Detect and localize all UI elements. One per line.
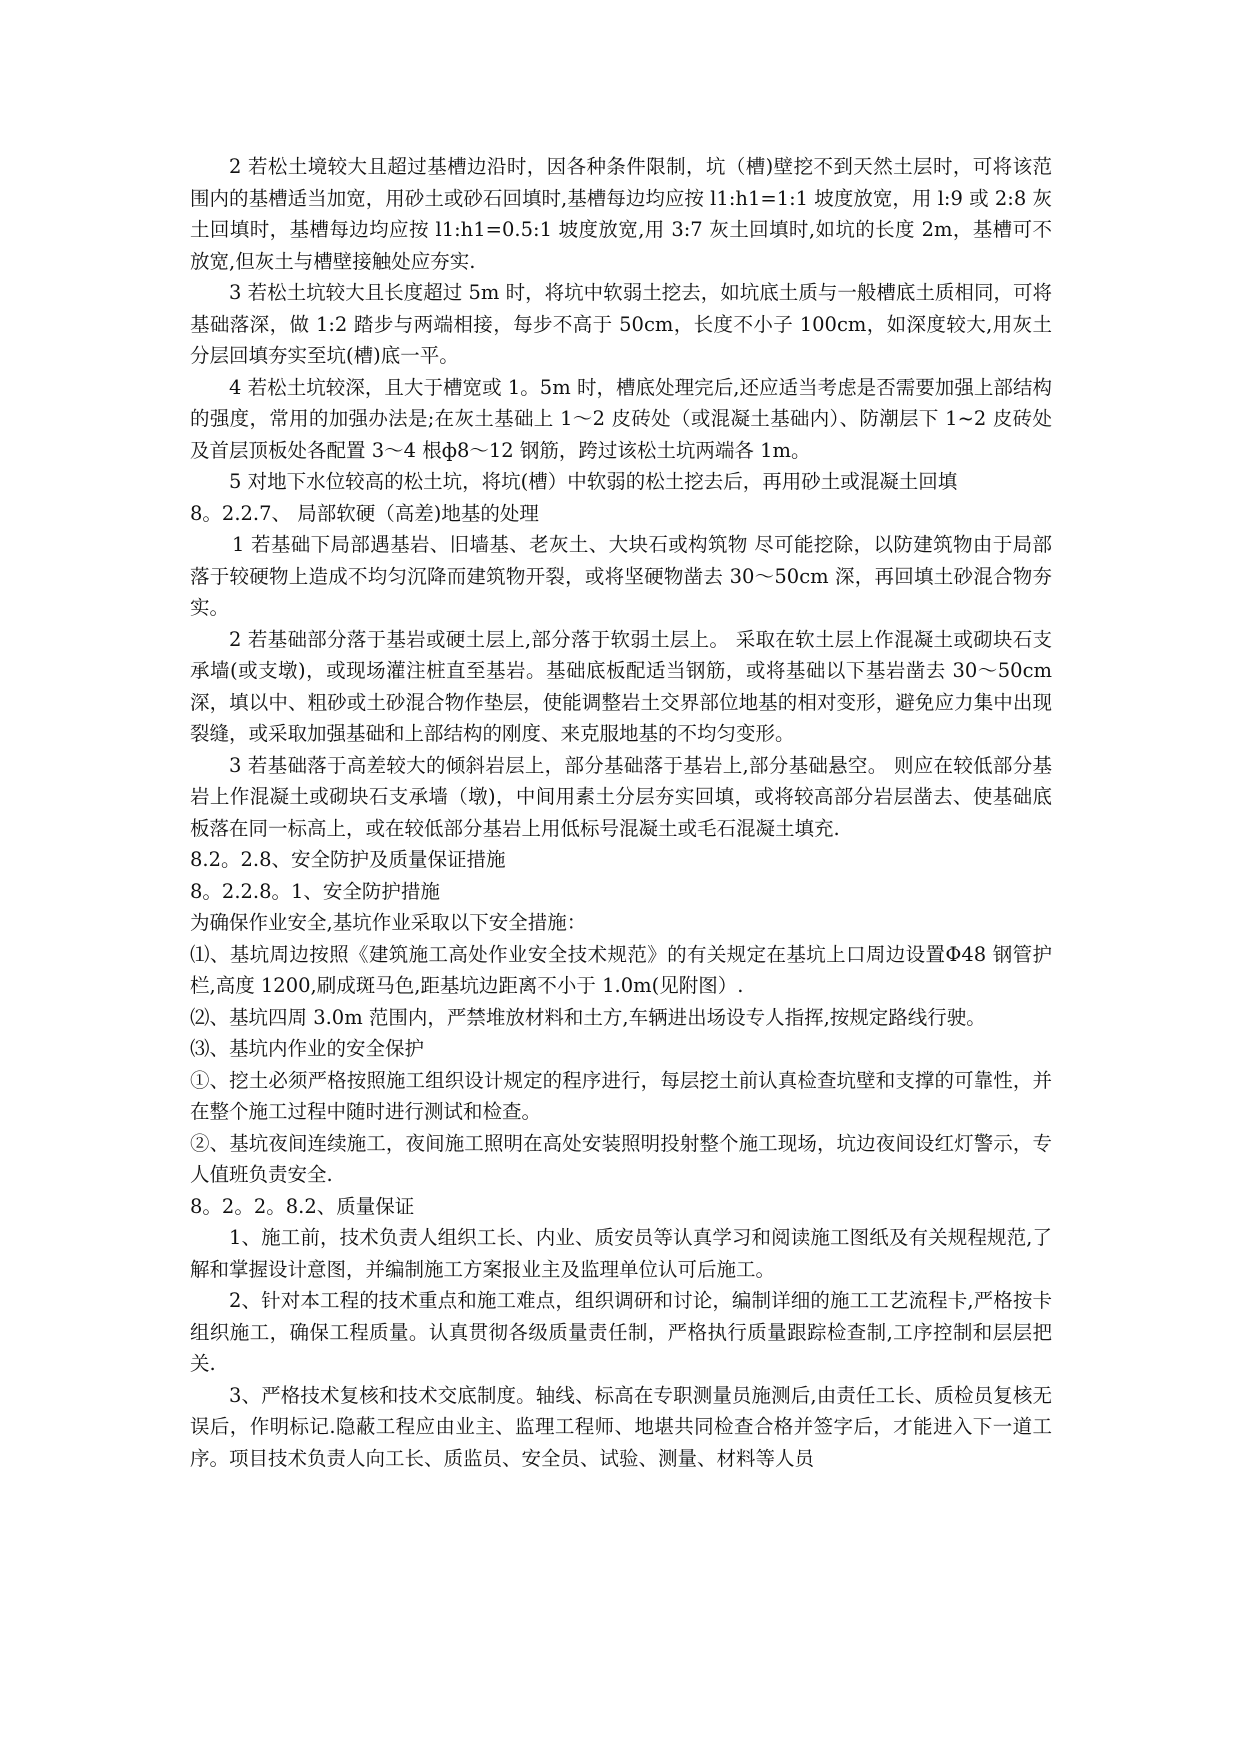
paragraph-safety-intro: 为确保作业安全,基坑作业采取以下安全措施： bbox=[190, 911, 587, 934]
section-heading-8-2-2-8-1: 8。2.2.8。1、安全防护措施 bbox=[190, 879, 440, 903]
paragraph-local-hard-1: 1 若基础下局部遇基岩、旧墙基、老灰土、大块石或构筑物 尽可能挖除，以防建筑物由于局部落于较硬物上造成不均匀沉降而建筑物开裂，或将坚硬物凿去 30～50cm 深，再回填土砂混合物夯实。 bbox=[190, 533, 1052, 619]
list-item-safety-2: ⑵、基坑四周 3.0m 范围内，严禁堆放材料和土方,车辆进出场设专人指挥,按规定路线行驶。 bbox=[190, 1005, 986, 1029]
paragraph-local-hard-2: 2 若基础部分落于基岩或硬土层上,部分落于软弱土层上。 采取在软土层上作混凝土或砌块石支承墙(或支墩)，或现场灌注桩直至基岩。基础底板配适当钢筋，或将基础以下基岩凿去 30～50cm 深，填以中、粗砂或土砂混合物作垫层，使能调整岩土交界部位地基的相对变形，避免应力集中出现裂缝，或采取加强基础和上部结构的刚度、来克服地基的不均匀变形。 bbox=[190, 627, 1052, 745]
list-item-safety-1: ⑴、基坑周边按照《建筑施工高处作业安全技术规范》的有关规定在基坑上口周边设置Φ48 钢管护栏,高度 1200,刷成斑马色,距基坑边距离不小于 1.0m(见附图）. bbox=[190, 942, 1052, 997]
paragraph-quality-1: 1、施工前，技术负责人组织工长、内业、质安员等认真学习和阅读施工图纸及有关规程规范,了解和掌握设计意图，并编制施工方案报业主及监理单位认可后施工。 bbox=[190, 1226, 1052, 1281]
section-heading-8-2-2-8: 8.2。2.8、安全防护及质量保证措施 bbox=[190, 848, 506, 871]
paragraph-quality-3: 3、严格技术复核和技术交底制度。轴线、标高在专职测量员施测后,由责任工长、质检员复核无误后，作明标记.隐蔽工程应由业主、监理工程师、地堪共同检查合格并签字后，才能进入下一道工序。项目技术负责人向工长、质监员、安全员、试验、测量、材料等人员 bbox=[190, 1383, 1052, 1470]
section-heading-8-2-2-8-2: 8。2。2。8.2、质量保证 bbox=[190, 1194, 415, 1218]
paragraph-loose-soil-4: 4 若松土坑较深，且大于槽宽或 1。5m 时，槽底处理完后,还应适当考虑是否需要加强上部结构的强度，常用的加强办法是;在灰土基础上 1～2 皮砖处（或混凝土基础内）、防潮层下 1~2 皮砖处及首层顶板处各配置 3～4 根ф8～12 钢筋，跨过该松土坑两端各 1m。 bbox=[190, 375, 1052, 462]
section-heading-8-2-2-7: 8。2.2.7、 局部软硬（高差)地基的处理 bbox=[190, 501, 539, 525]
paragraph-loose-soil-5: 5 对地下水位较高的松土坑，将坑(槽）中软弱的松土挖去后，再用砂土或混凝土回填 bbox=[229, 470, 958, 493]
list-item-safety-3: ⑶、基坑内作业的安全保护 bbox=[190, 1037, 425, 1060]
list-item-safety-3-a: ①、挖土必须严格按照施工组织设计规定的程序进行，每层挖土前认真检查坑壁和支撑的可靠性，并在整个施工过程中随时进行测试和检查。 bbox=[190, 1068, 1052, 1123]
paragraph-loose-soil-3: 3 若松土坑较大且长度超过 5m 时，将坑中软弱土挖去，如坑底土质与一般槽底土质相同，可将基础落深，做 1:2 踏步与两端相接，每步不高于 50cm，长度不小子 100cm，如深度较大,用灰土分层回填夯实至坑(槽)底一平。 bbox=[190, 281, 1052, 367]
paragraph-local-hard-3: 3 若基础落于高差较大的倾斜岩层上，部分基础落于基岩上,部分基础悬空。 则应在较低部分基岩上作混凝土或砌块石支承墙（墩)，中间用素土分层夯实回填，或将较高部分岩层凿去、使基础底板落在同一标高上，或在较低部分基岩上用低标号混凝土或毛石混凝土填充. bbox=[190, 753, 1052, 840]
paragraph-quality-2: 2、针对本工程的技术重点和施工难点，组织调研和讨论，编制详细的施工工艺流程卡,严格按卡组织施工，确保工程质量。认真贯彻各级质量责任制，严格执行质量跟踪检查制,工序控制和层层把关. bbox=[190, 1289, 1052, 1375]
document-body bbox=[190, 151, 1052, 1474]
list-item-safety-3-b: ②、基坑夜间连续施工，夜间施工照明在高处安装照明投射整个施工现场，坑边夜间设红灯警示，专人值班负责安全. bbox=[190, 1131, 1052, 1186]
paragraph-loose-soil-2: 2 若松土境较大且超过基槽边沿时，因各种条件限制，坑（槽)壁挖不到天然土层时，可将该范围内的基槽适当加宽，用砂土或砂石回填时,基槽每边均应按 l1:h1=1:1 坡度放宽，用 l:9 或 2:8 灰土回填时，基槽每边均应按 l1:h1=0.5:1 坡度放宽,用 3:7 灰土回填时,如坑的长度 2m，基槽可不放宽,但灰土与槽壁接触处应夯实. bbox=[190, 155, 1052, 273]
